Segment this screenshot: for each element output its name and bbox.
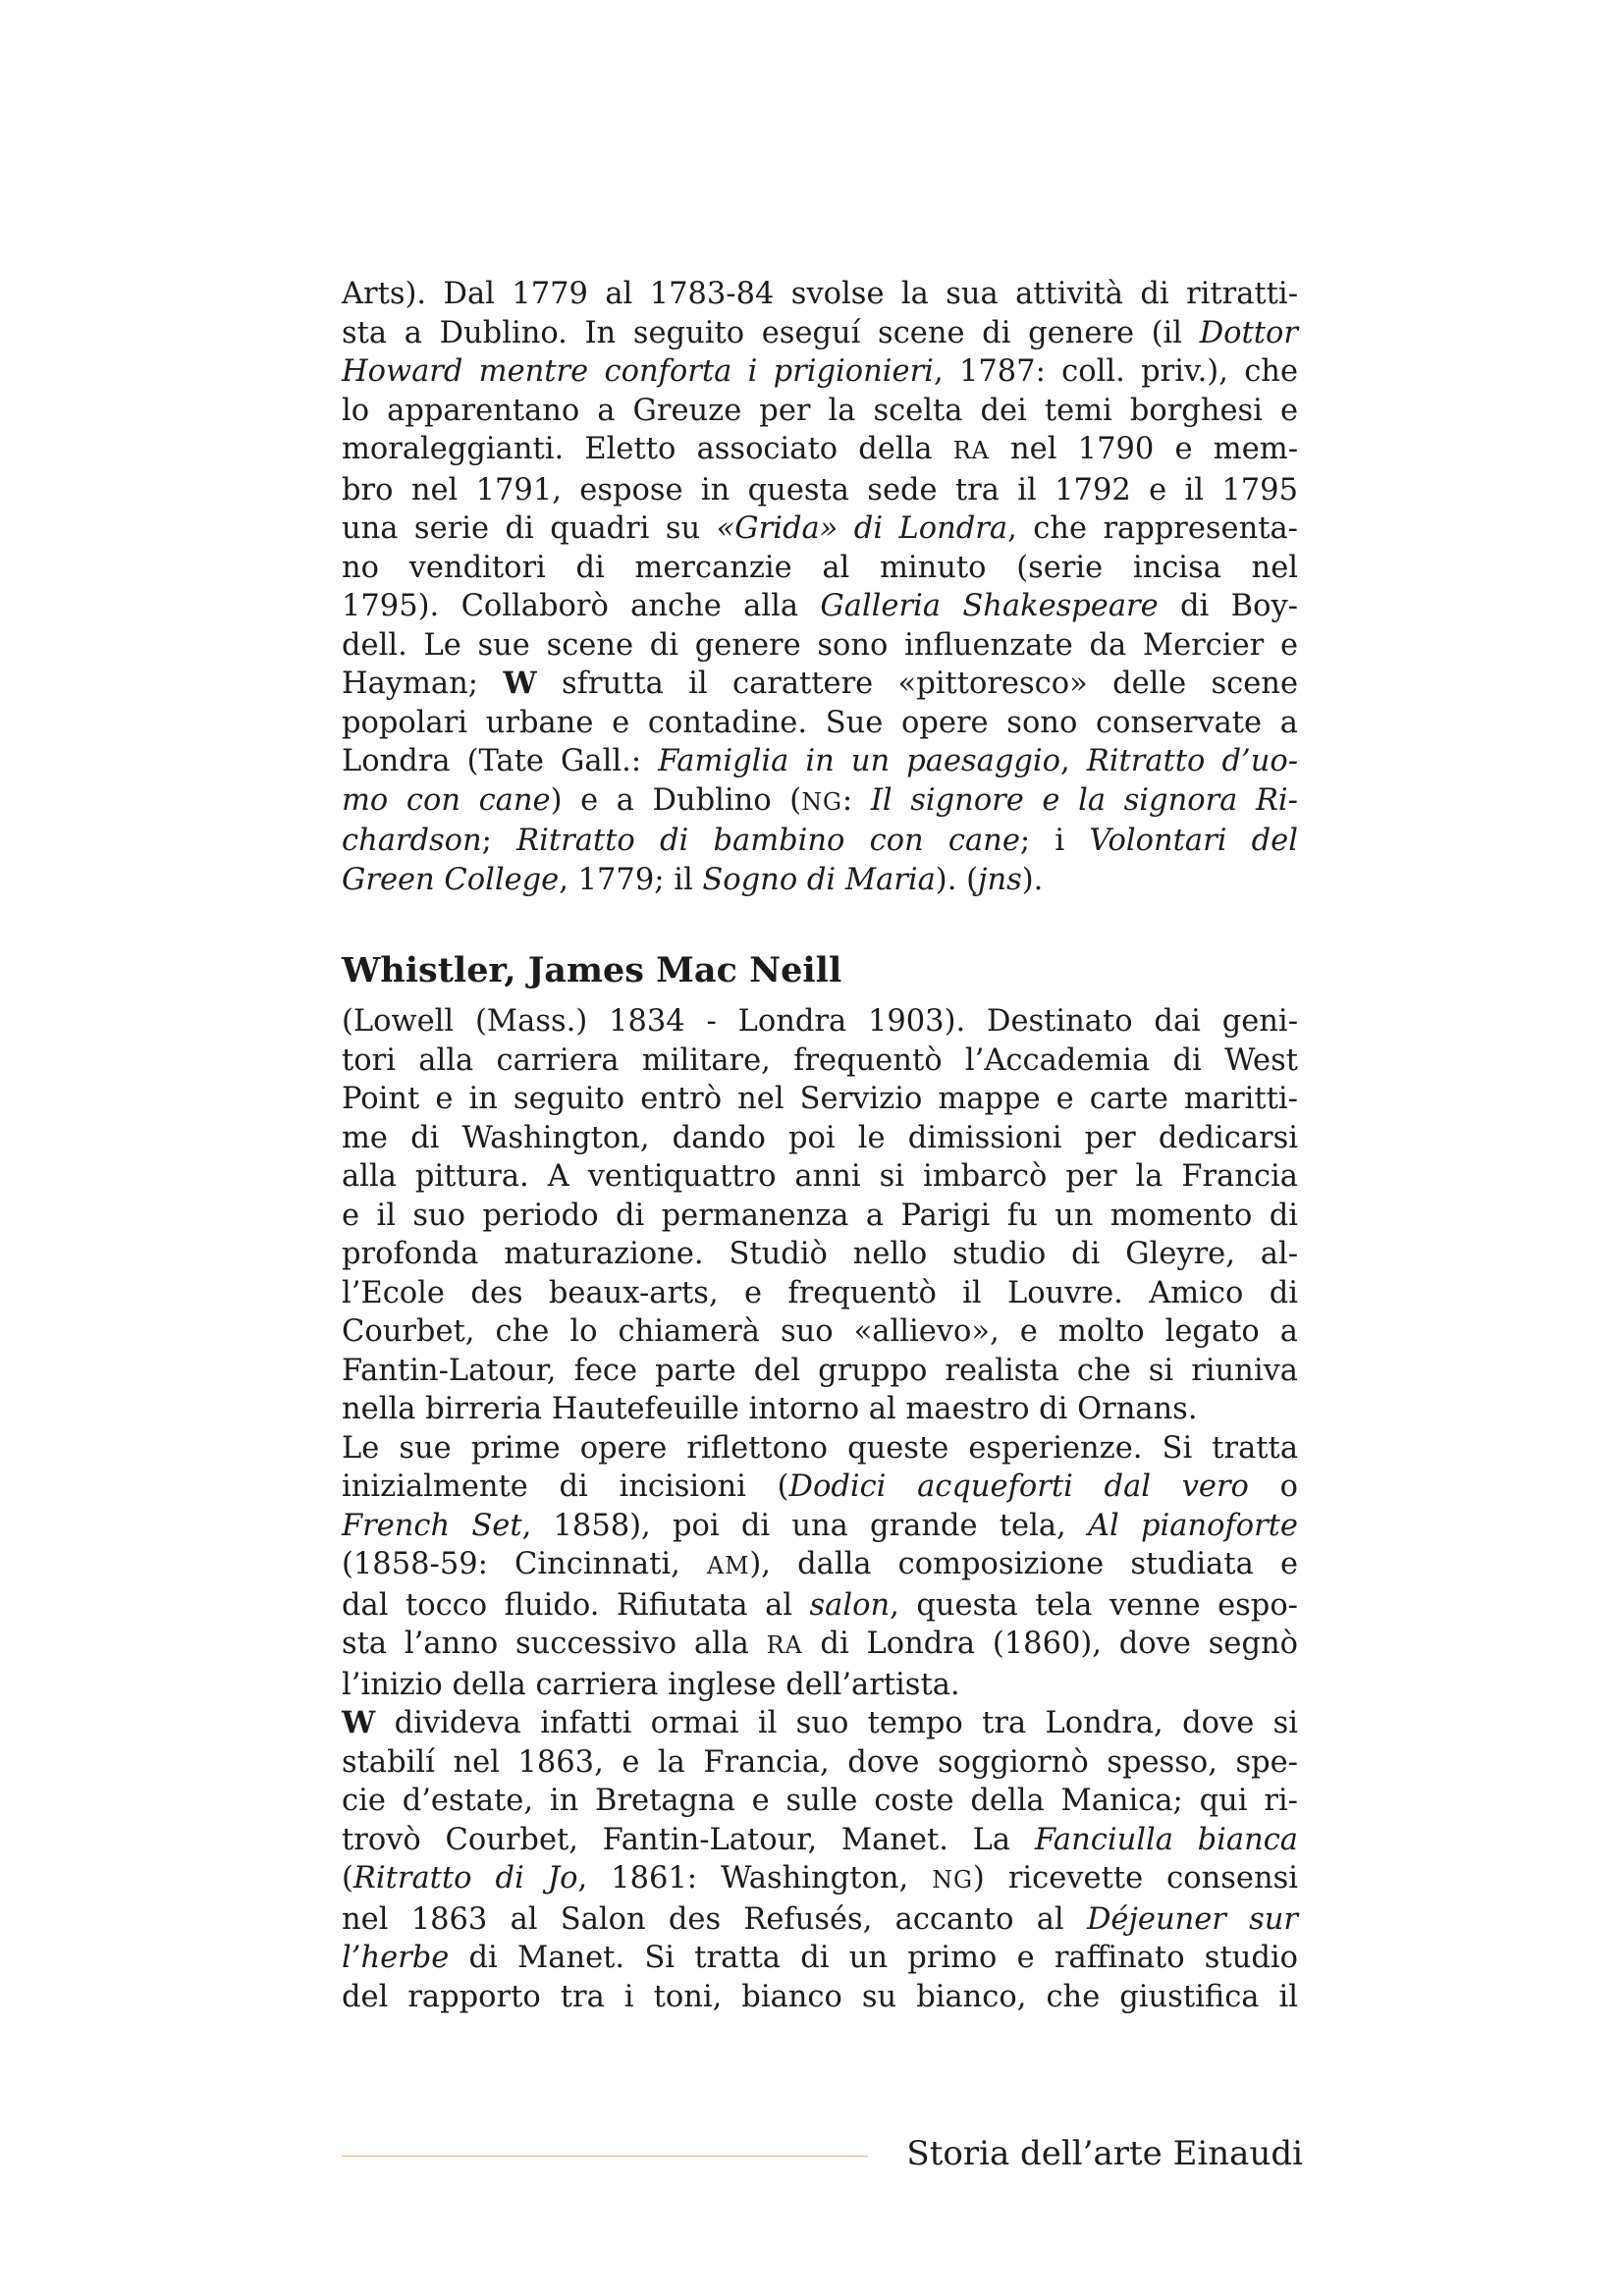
- italic-title: salon: [809, 1587, 891, 1623]
- text-line: [342, 1666, 1298, 1705]
- text-line: [342, 1625, 1298, 1666]
- text-run: dal tocco fluido. Rifiutata al: [342, 1587, 810, 1623]
- text-line: [342, 1821, 1298, 1860]
- small-caps-abbrev: AM: [706, 1552, 750, 1579]
- italic-title: jns: [978, 862, 1022, 897]
- text-line: [342, 781, 1298, 823]
- text-run: di Boy-: [1158, 589, 1298, 623]
- text-run: ). (: [935, 862, 978, 897]
- text-run: e il suo periodo di permanenza a Parigi fu un momento di: [342, 1198, 1298, 1233]
- text-line: [342, 1002, 1298, 1041]
- small-caps-abbrev: NG: [932, 1866, 973, 1894]
- text-line: [342, 1545, 1298, 1586]
- text-run: profonda maturazione. Studiò nello studio di Gleyre, al-: [342, 1237, 1298, 1271]
- text-run: ), dalla composizione studiata e: [749, 1547, 1298, 1581]
- text-line: [342, 1859, 1298, 1900]
- text-line: [342, 1978, 1298, 2017]
- text-line: [342, 1507, 1298, 1546]
- text-line: [342, 1429, 1298, 1468]
- text-run: , che rappresenta-: [1007, 511, 1298, 546]
- text-line: [342, 352, 1298, 392]
- text-line: [342, 742, 1298, 781]
- text-run: cie d’estate, in Bretagna e sulle coste della Manica; qui ri-: [342, 1784, 1298, 1818]
- text-run: inizialmente di incisioni (: [342, 1469, 789, 1504]
- text-run: ).: [1021, 862, 1044, 897]
- text-run: (: [342, 1861, 353, 1896]
- text-run: Courbet, che lo chiamerà suo «allievo», e molto legato a: [342, 1314, 1298, 1349]
- italic-title: «Grida» di Londra: [716, 511, 1008, 546]
- footer-rule: [342, 2156, 868, 2157]
- bold-abbrev: W: [503, 666, 537, 701]
- italic-title: mo con cane: [342, 782, 551, 818]
- text-run: Le sue prime opere riflettono queste esperienze. Si tratta: [342, 1430, 1298, 1466]
- text-line: [342, 1900, 1298, 1940]
- text-run: nella birreria Hautefeuille intorno al maestro di Ornans.: [342, 1392, 1198, 1426]
- text-run: ,: [1060, 744, 1087, 778]
- text-line: [342, 1235, 1298, 1274]
- italic-title: Il signore e la signora Ri-: [870, 782, 1298, 818]
- text-run: (1858-59: Cincinnati,: [342, 1547, 707, 1581]
- text-run: popolari urbane e contadine. Sue opere sono conservate a: [342, 705, 1298, 740]
- text-run: l’Ecole des beaux-arts, e frequentò il Louvre. Amico di: [342, 1275, 1298, 1310]
- italic-title: Dottor: [1199, 315, 1298, 350]
- text-line: [342, 430, 1298, 471]
- text-line: [342, 1352, 1298, 1391]
- text-line: [342, 861, 1298, 900]
- text-run: bro nel 1791, espose in questa sede tra il 1792 e il 1795: [342, 472, 1298, 507]
- italic-title: Green College: [342, 862, 560, 897]
- small-caps-abbrev: RA: [952, 437, 990, 464]
- text-run: sta a Dublino. In seguito eseguí scene di genere (il: [342, 315, 1200, 350]
- text-run: me di Washington, dando poi le dimissioni per dedicarsi: [342, 1120, 1298, 1155]
- text-line: [342, 626, 1298, 666]
- text-run: sfrutta il carattere «pittoresco» delle scene: [536, 667, 1299, 701]
- italic-title: Dodici acqueforti dal vero: [788, 1469, 1249, 1504]
- bold-abbrev: W: [342, 1705, 376, 1740]
- italic-title: Ritratto d’uo-: [1086, 744, 1299, 778]
- italic-title: Sogno di Maria: [702, 862, 936, 897]
- text-run: , 1858), poi di una grande tela,: [521, 1508, 1088, 1543]
- text-run: alla pittura. A ventiquattro anni si imbarcò per la Francia: [342, 1159, 1298, 1194]
- text-run: Point e in seguito entrò nel Servizio mappe e carte maritti-: [342, 1082, 1298, 1116]
- italic-title: Ritratto di bambino con cane: [516, 824, 1020, 858]
- text-run: , questa tela venne espo-: [890, 1587, 1298, 1623]
- text-run: di Manet. Si tratta di un primo e raffinato studio: [449, 1941, 1298, 1975]
- text-run: Londra (Tate Gall.:: [342, 744, 659, 778]
- entry-body-text: [342, 1002, 1298, 2016]
- text-run: 1795). Collaborò anche alla: [342, 589, 821, 623]
- small-caps-abbrev: RA: [766, 1631, 803, 1659]
- entry-continuation-text: [342, 275, 1298, 899]
- text-run: l’inizio della carriera inglese dell’artista.: [342, 1667, 960, 1702]
- text-run: tori alla carriera militare, frequentò l’Accademia di West: [342, 1042, 1298, 1078]
- text-line: [342, 704, 1298, 743]
- text-line: [342, 1468, 1298, 1507]
- text-run: , 1787: coll. priv.), che: [933, 354, 1298, 389]
- text-line: [342, 1157, 1298, 1197]
- text-line: [342, 471, 1298, 510]
- text-run: stabilí nel 1863, e la Francia, dove soggiornò spesso, spe-: [342, 1744, 1298, 1780]
- small-caps-abbrev: NG: [801, 787, 842, 816]
- text-line: [342, 549, 1298, 588]
- text-run: (Lowell (Mass.) 1834 - Londra 1903). Destinato dai geni-: [342, 1004, 1298, 1039]
- text-run: di Londra (1860), dove segnò: [802, 1627, 1298, 1661]
- text-line: [342, 509, 1298, 549]
- italic-title: Al pianoforte: [1087, 1508, 1298, 1543]
- text-run: trovò Courbet, Fantin-Latour, Manet. La: [342, 1822, 1035, 1857]
- italic-title: Ritratto di Jo: [352, 1861, 578, 1896]
- text-line: [342, 665, 1298, 704]
- text-run: sta l’anno successivo alla: [342, 1627, 767, 1661]
- text-line: [342, 1782, 1298, 1821]
- text-run: del rapporto tra i toni, bianco su bianco, che giustifica il: [342, 1979, 1298, 2014]
- text-run: Fantin-Latour, fece parte del gruppo realista che si riuniva: [342, 1353, 1298, 1388]
- text-line: [342, 1390, 1298, 1429]
- text-line: [342, 1939, 1298, 1978]
- text-run: dell. Le sue scene di genere sono influenzate da Mercier e: [342, 627, 1298, 663]
- italic-title: Famiglia in un paesaggio: [658, 744, 1061, 778]
- text-line: [342, 1743, 1298, 1783]
- text-line: [342, 1080, 1298, 1119]
- text-run: moraleggianti. Eletto associato della: [342, 432, 953, 466]
- italic-title: Fanciulla bianca: [1034, 1822, 1298, 1857]
- footer-publisher: Storia dell’arte Einaudi: [906, 2134, 1303, 2173]
- text-run: divideva infatti ormai il suo tempo tra Londra, dove si: [375, 1706, 1298, 1740]
- text-run: no venditori di mercanzie al minuto (serie incisa nel: [342, 550, 1298, 585]
- text-run: :: [841, 782, 871, 818]
- text-run: lo apparentano a Greuze per la scelta dei temi borghesi e: [342, 393, 1298, 428]
- text-line: [342, 1312, 1298, 1352]
- text-line: [342, 314, 1298, 353]
- text-run: ) e a Dublino (: [550, 782, 802, 818]
- text-run: una serie di quadri su: [342, 511, 717, 546]
- text-line: [342, 1704, 1298, 1743]
- text-run: ; i: [1019, 824, 1090, 858]
- italic-title: Howard mentre conforta i prigionieri: [342, 354, 934, 389]
- text-line: [342, 1041, 1298, 1081]
- text-line: [342, 1274, 1298, 1313]
- italic-title: chardson: [342, 824, 482, 858]
- text-line: [342, 275, 1298, 314]
- text-run: Arts). Dal 1779 al 1783-84 svolse la sua attività di ritratti-: [342, 277, 1298, 311]
- text-run: o: [1248, 1469, 1298, 1504]
- entry-heading: Whistler, James Mac Neill: [342, 950, 842, 990]
- text-run: Hayman;: [342, 667, 504, 701]
- text-line: [342, 1119, 1298, 1158]
- text-run: ;: [481, 824, 517, 858]
- text-run: , 1861: Washington,: [577, 1861, 933, 1896]
- text-run: nel 1863 al Salon des Refusés, accanto al: [342, 1901, 1087, 1937]
- text-run: , 1779; il: [559, 862, 703, 897]
- text-line: [342, 392, 1298, 431]
- text-line: [342, 822, 1298, 861]
- text-line: [342, 1197, 1298, 1236]
- italic-title: Galleria Shakespeare: [820, 589, 1159, 623]
- text-line: [342, 1586, 1298, 1626]
- italic-title: French Set: [342, 1508, 522, 1543]
- text-run: nel 1790 e mem-: [989, 432, 1298, 466]
- italic-title: l’herbe: [342, 1941, 450, 1975]
- text-line: [342, 587, 1298, 626]
- italic-title: Volontari del: [1089, 824, 1298, 858]
- italic-title: Déjeuner sur: [1086, 1901, 1299, 1937]
- text-run: ) ricevette consensi: [972, 1861, 1299, 1896]
